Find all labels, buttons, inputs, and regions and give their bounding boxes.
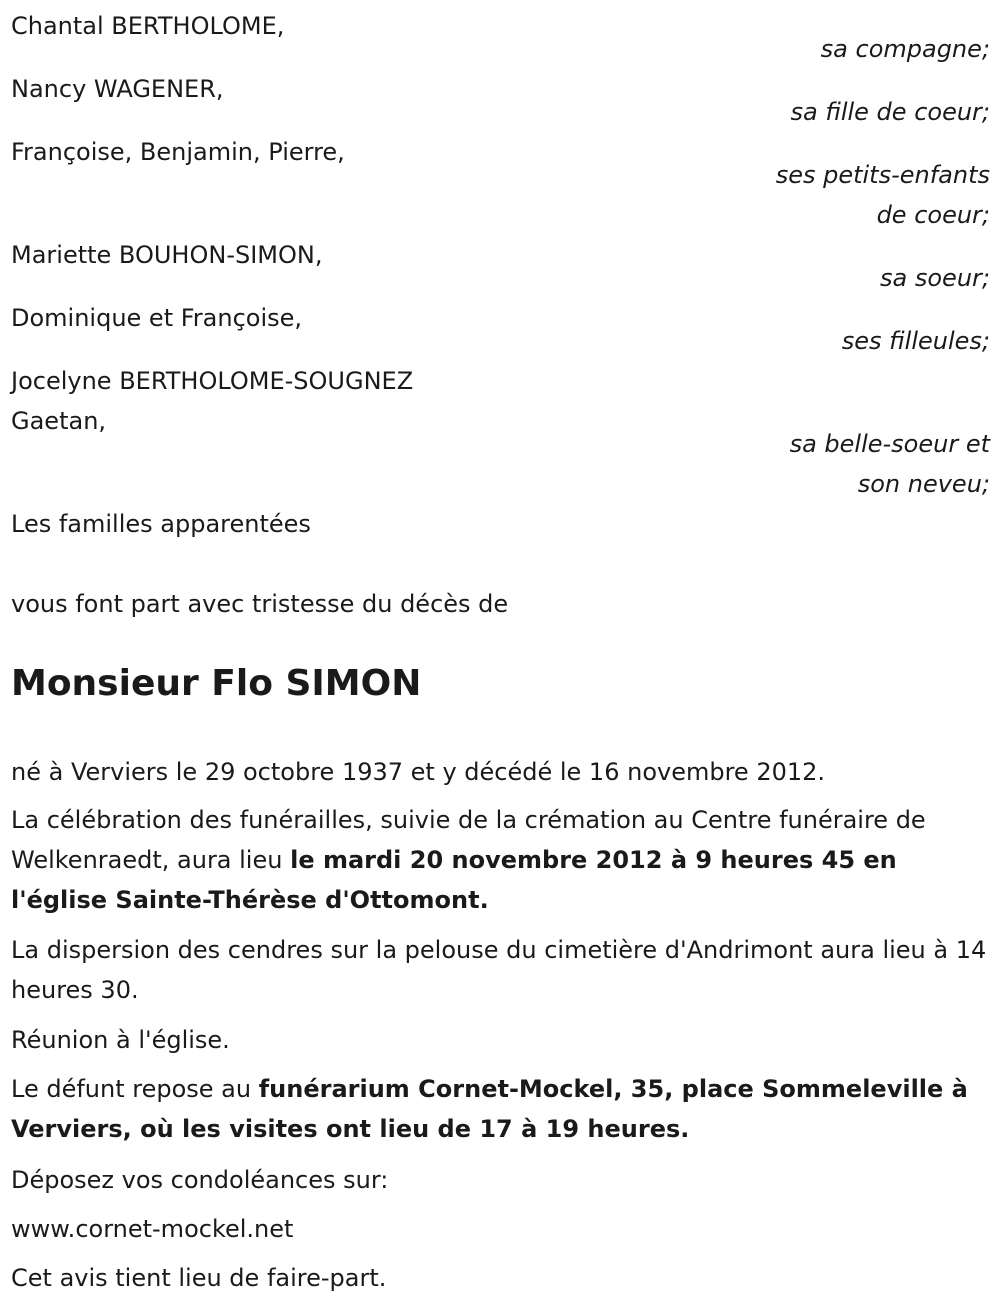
family-relation: sa fille de coeur; [790,98,990,126]
celebration-paragraph [11,800,991,920]
family-name: Chantal BERTHOLOME, [11,12,285,40]
family-relation: son neveu; [857,470,990,498]
family-relation: sa compagne; [820,35,990,63]
family-name: Gaetan, [11,407,107,435]
family-name: Dominique et Françoise, [11,304,303,332]
family-relation: sa belle-soeur et [789,430,990,458]
family-relation: sa soeur; [880,264,990,292]
family-name: Mariette BOUHON-SIMON, [11,241,323,269]
website-link[interactable]: www.cornet-mockel.net [11,1215,294,1243]
repose-text: Le défunt repose au [11,1075,259,1103]
celebration-text: La célébration des funérailles, suivie de la crémation au Centre funéraire de Welkenraedt, aura lieu [11,806,926,874]
family-relation: de coeur; [876,201,990,229]
born-line: né à Verviers le 29 octobre 1937 et y décédé le 16 novembre 2012. [11,758,826,786]
deceased-title: Monsieur Flo SIMON [11,663,422,704]
repose-paragraph [11,1069,991,1149]
condolences-label: Déposez vos condoléances sur: [11,1166,389,1194]
celebration-date: le mardi 20 novembre 2012 à 9 heures 45 en l'église Sainte-Thérèse d'Ottomont. [11,846,897,914]
family-name: Nancy WAGENER, [11,75,224,103]
family-relation: ses petits-enfants [775,161,990,189]
family-relation: ses filleules; [841,327,990,355]
dispersion-paragraph: La dispersion des cendres sur la pelouse du cimetière d'Andrimont aura lieu à 14 heures 30. [11,936,987,1004]
family-name: Jocelyne BERTHOLOME-SOUGNEZ [11,367,414,395]
closing-line: Cet avis tient lieu de faire-part. [11,1264,387,1292]
families-line: Les familles apparentées [11,510,311,538]
reunion-line: Réunion à l'église. [11,1026,230,1054]
announce-line: vous font part avec tristesse du décès de [11,590,509,618]
repose-location: funérarium Cornet-Mockel, 35, place Sommeleville à Verviers, où les visites ont lieu de 17 à 19 heures. [11,1075,968,1143]
family-name: Françoise, Benjamin, Pierre, [11,138,345,166]
